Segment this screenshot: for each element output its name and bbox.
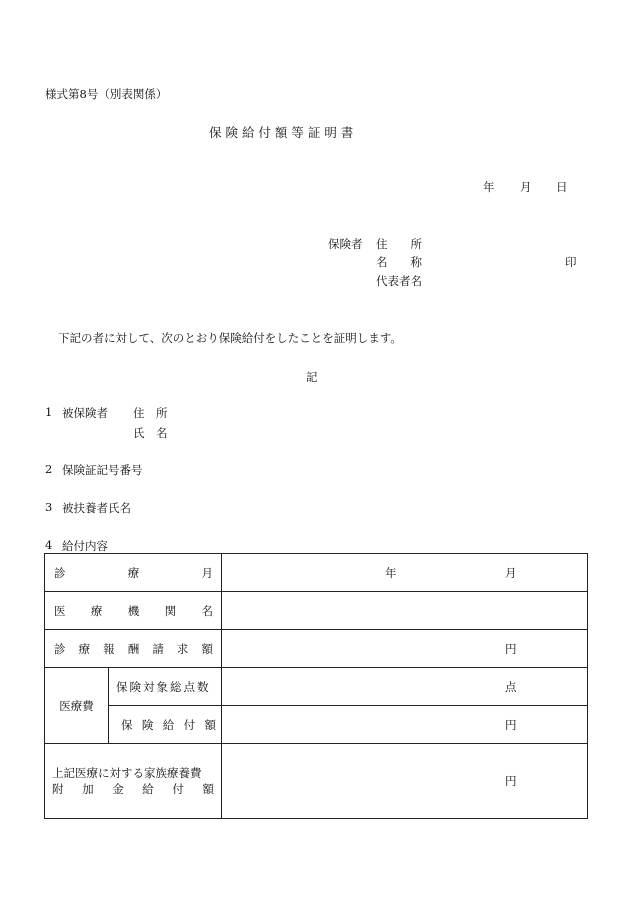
document-title: 保 険 給 付 額 等 証 明 書 [209, 125, 354, 140]
item2-number: 2 [45, 462, 53, 476]
yen-unit: 円 [505, 641, 517, 656]
item2-label: 保険証記号番号 [62, 463, 143, 477]
benefit-table [44, 553, 588, 819]
date-month-label: 月 [520, 180, 532, 194]
item3-label: 被扶養者氏名 [62, 501, 131, 515]
yen-unit: 円 [505, 717, 517, 732]
benefit-amount-value [222, 706, 588, 744]
certification-statement: 下記の者に対して、次のとおり保険給付をしたことを証明します。 [58, 331, 402, 345]
table-row [45, 554, 588, 592]
family-benefit-label: 上記医療に対する家族療養費 附 加 金 給 付 額 [45, 744, 222, 819]
table-row [45, 744, 588, 819]
item4-number: 4 [45, 538, 53, 552]
month-unit: 月 [505, 565, 517, 580]
table-row [45, 668, 588, 706]
insurer-label: 保険者 [328, 237, 363, 251]
medical-expense-label: 医療費 [45, 668, 109, 744]
medical-institution-value [222, 592, 588, 630]
seal-mark: 印 [565, 255, 577, 269]
table-row [45, 592, 588, 630]
table-row [45, 630, 588, 668]
insured-address-label: 住 所 [133, 406, 168, 420]
insurer-name-label: 名 称 [376, 255, 422, 269]
year-unit: 年 [385, 565, 397, 580]
family-benefit-value [222, 744, 588, 819]
date-year-label: 年 [483, 180, 495, 194]
item4-label: 給付内容 [62, 539, 108, 553]
form-number: 様式第8号（別表関係） [45, 87, 168, 101]
insured-name-label: 氏 名 [133, 426, 168, 440]
representative-label: 代表者名 [376, 274, 422, 288]
yen-unit: 円 [505, 774, 517, 788]
total-points-value [222, 668, 588, 706]
total-points-label: 保険対象総点数 [109, 668, 222, 706]
ki-heading: 記 [306, 370, 318, 384]
points-unit: 点 [505, 679, 517, 694]
item1-number: 1 [45, 405, 53, 419]
benefit-amount-label: 保 険 給 付 額 [109, 706, 222, 744]
table-row [45, 706, 588, 744]
item1-label: 被保険者 [62, 406, 108, 420]
claim-amount-label: 診 療 報 酬 請 求 額 [45, 630, 222, 668]
item3-number: 3 [45, 500, 53, 514]
claim-amount-value [222, 630, 588, 668]
date-day-label: 日 [556, 180, 568, 194]
treatment-month-label: 診 療 月 [45, 554, 222, 592]
medical-institution-label: 医 療 機 関 名 [45, 592, 222, 630]
treatment-month-value [222, 554, 588, 592]
insurer-address-label: 住 所 [376, 237, 422, 251]
